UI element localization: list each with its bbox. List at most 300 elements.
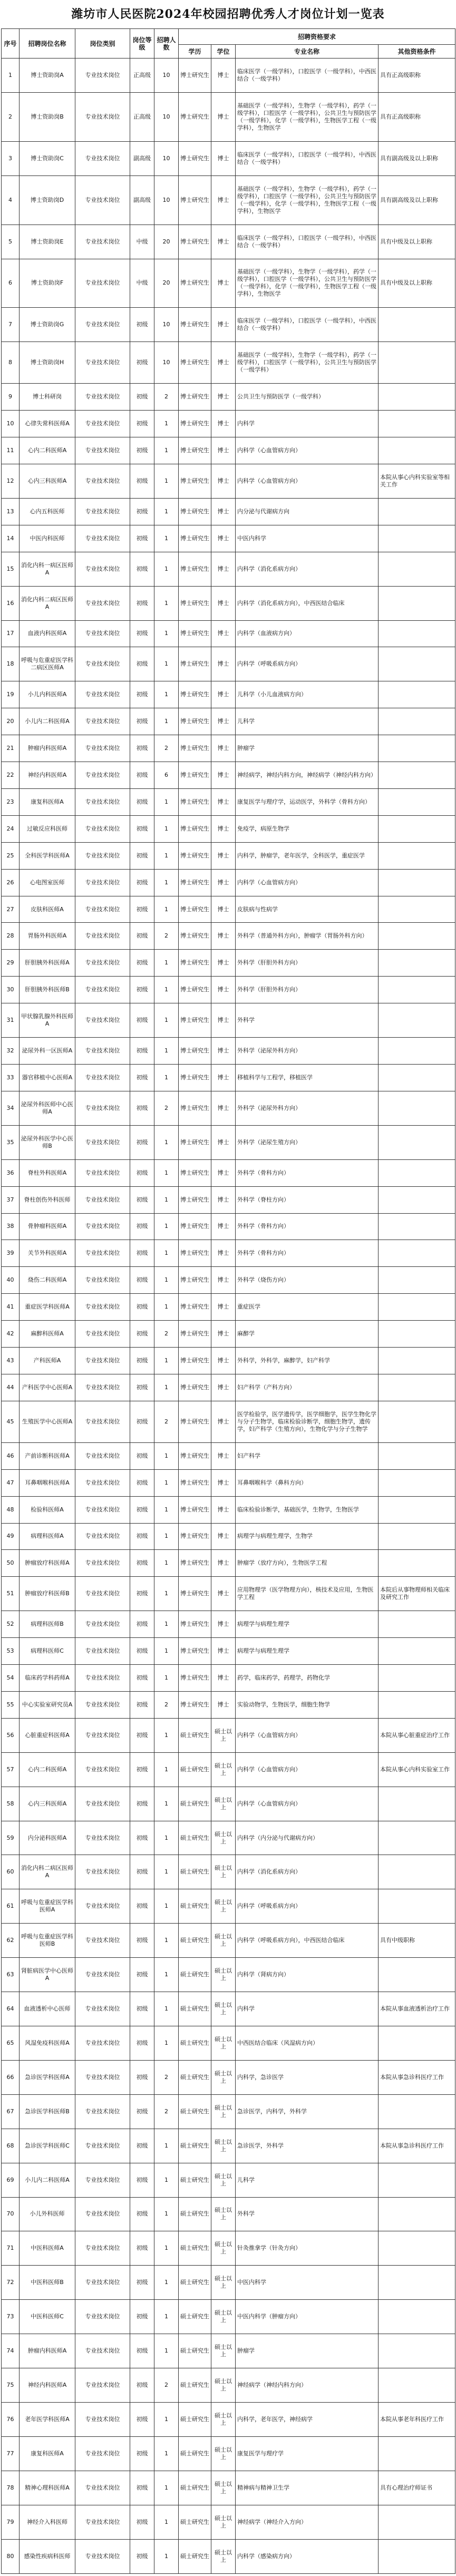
cell-level: 初级 bbox=[130, 2026, 154, 2061]
cell-level: 初级 bbox=[130, 647, 154, 681]
cell-no: 35 bbox=[2, 1125, 20, 1159]
cell-education: 博士研究生 bbox=[179, 525, 211, 552]
table-row bbox=[2, 1267, 455, 1294]
cell-category: 专业技术岗位 bbox=[75, 2368, 130, 2403]
table-body bbox=[2, 58, 455, 2574]
cell-category: 专业技术岗位 bbox=[75, 498, 130, 525]
cell-no: 30 bbox=[2, 977, 20, 1003]
table-row bbox=[2, 2094, 455, 2129]
cell-education: 博士研究生 bbox=[179, 411, 211, 437]
cell-education: 博士研究生 bbox=[179, 437, 211, 464]
cell-position-name: 生殖医学中心医师A bbox=[20, 1401, 75, 1442]
cell-degree: 博士 bbox=[211, 1665, 236, 1692]
cell-no: 64 bbox=[2, 1992, 20, 2026]
table-row bbox=[2, 1924, 455, 1958]
cell-other: 具有正高级职称 bbox=[379, 58, 455, 93]
cell-level: 初级 bbox=[130, 1691, 154, 1718]
cell-count: 1 bbox=[154, 437, 179, 464]
table-row bbox=[2, 950, 455, 977]
cell-level: 初级 bbox=[130, 762, 154, 789]
cell-count: 2 bbox=[154, 1691, 179, 1718]
cell-degree: 硕士以上 bbox=[211, 2266, 236, 2300]
cell-education: 硕士研究生 bbox=[179, 1924, 211, 1958]
cell-major: 内科学（消化系病方向） bbox=[236, 552, 379, 586]
cell-level: 初级 bbox=[130, 342, 154, 384]
cell-position-name: 博士资助岗A bbox=[20, 58, 75, 93]
table-row bbox=[2, 735, 455, 762]
cell-major: 基础医学（一级学科），生物学（一级学科），药学（一级学科），口腔医学（一级学科），公共卫生与预防医学（一级学科），化学（一级学科），生物医学工程（一级学科），生物医学 bbox=[236, 175, 379, 225]
cell-education: 硕士研究生 bbox=[179, 2197, 211, 2231]
cell-degree: 博士 bbox=[211, 1550, 236, 1577]
cell-degree: 硕士以上 bbox=[211, 1924, 236, 1958]
cell-position-name: 骨肿瘤科医师A bbox=[20, 1213, 75, 1240]
cell-education: 博士研究生 bbox=[179, 384, 211, 411]
cell-count: 10 bbox=[154, 58, 179, 93]
cell-position-name: 肾脏病医学中心医师A bbox=[20, 1958, 75, 1992]
cell-count: 1 bbox=[154, 2436, 179, 2471]
cell-no: 20 bbox=[2, 708, 20, 735]
table-row bbox=[2, 1442, 455, 1469]
cell-count: 1 bbox=[154, 464, 179, 498]
cell-other bbox=[379, 2368, 455, 2403]
cell-position-name: 病理科医师A bbox=[20, 1523, 75, 1550]
cell-degree: 博士 bbox=[211, 950, 236, 977]
cell-education: 博士研究生 bbox=[179, 1550, 211, 1577]
cell-count: 1 bbox=[154, 2300, 179, 2334]
cell-count: 10 bbox=[154, 92, 179, 141]
cell-major: 基础医学（一级学科），生物学（一级学科），药学（一级学科），口腔医学（一级学科），公共卫生与预防医学（一级学科） bbox=[236, 342, 379, 384]
cell-category: 专业技术岗位 bbox=[75, 1665, 130, 1692]
cell-other: 本院从事心内科实验室工作 bbox=[379, 1752, 455, 1787]
cell-degree: 博士 bbox=[211, 1003, 236, 1038]
cell-education: 博士研究生 bbox=[179, 1691, 211, 1718]
cell-position-name: 皮肤科医师A bbox=[20, 896, 75, 923]
cell-degree: 博士 bbox=[211, 1577, 236, 1611]
cell-major: 中医内科学 bbox=[236, 2266, 379, 2300]
cell-other bbox=[379, 525, 455, 552]
cell-level: 初级 bbox=[130, 620, 154, 647]
cell-count: 1 bbox=[154, 2026, 179, 2061]
cell-category: 专业技术岗位 bbox=[75, 2300, 130, 2334]
cell-degree: 博士 bbox=[211, 1442, 236, 1469]
cell-major: 内科学（血液病方向） bbox=[236, 620, 379, 647]
cell-no: 16 bbox=[2, 586, 20, 620]
cell-category: 专业技术岗位 bbox=[75, 1718, 130, 1752]
cell-other bbox=[379, 788, 455, 815]
cell-degree: 硕士以上 bbox=[211, 1889, 236, 1924]
cell-education: 博士研究生 bbox=[179, 1003, 211, 1038]
cell-major: 精神病与精神卫生学 bbox=[236, 2471, 379, 2505]
cell-education: 博士研究生 bbox=[179, 1401, 211, 1442]
cell-count: 2 bbox=[154, 1401, 179, 1442]
cell-count: 2 bbox=[154, 735, 179, 762]
cell-category: 专业技术岗位 bbox=[75, 1038, 130, 1065]
cell-level: 初级 bbox=[130, 2163, 154, 2197]
cell-no: 19 bbox=[2, 681, 20, 708]
cell-level: 初级 bbox=[130, 1958, 154, 1992]
cell-major: 临床医学（一级学科），口腔医学（一级学科），中西医结合（一级学科） bbox=[236, 58, 379, 93]
cell-position-name: 小儿外科医师 bbox=[20, 2197, 75, 2231]
table-row bbox=[2, 437, 455, 464]
cell-level: 初级 bbox=[130, 1374, 154, 1401]
cell-level: 初级 bbox=[130, 308, 154, 342]
cell-count: 1 bbox=[154, 1374, 179, 1401]
cell-position-name: 博士资助岗H bbox=[20, 342, 75, 384]
cell-education: 硕士研究生 bbox=[179, 1855, 211, 1889]
cell-position-name: 博士科研岗 bbox=[20, 384, 75, 411]
cell-education: 博士研究生 bbox=[179, 788, 211, 815]
cell-category: 专业技术岗位 bbox=[75, 2094, 130, 2129]
cell-no: 53 bbox=[2, 1638, 20, 1665]
cell-count: 1 bbox=[154, 2402, 179, 2436]
cell-position-name: 博士资助岗F bbox=[20, 259, 75, 308]
cell-education: 硕士研究生 bbox=[179, 1958, 211, 1992]
cell-level: 初级 bbox=[130, 2505, 154, 2539]
cell-major: 内科学（呼吸系病方向） bbox=[236, 1889, 379, 1924]
cell-degree: 博士 bbox=[211, 896, 236, 923]
cell-no: 78 bbox=[2, 2471, 20, 2505]
cell-degree: 博士 bbox=[211, 1496, 236, 1523]
cell-no: 63 bbox=[2, 1958, 20, 1992]
cell-major: 病理学与病理生理学 bbox=[236, 1638, 379, 1665]
cell-major: 公共卫生与预防医学（一级学科） bbox=[236, 384, 379, 411]
cell-level: 初级 bbox=[130, 1638, 154, 1665]
cell-degree: 博士 bbox=[211, 525, 236, 552]
cell-education: 硕士研究生 bbox=[179, 1992, 211, 2026]
cell-no: 2 bbox=[2, 92, 20, 141]
cell-count: 1 bbox=[154, 586, 179, 620]
cell-major: 耳鼻咽喉科学（鼻科方向） bbox=[236, 1469, 379, 1496]
cell-no: 31 bbox=[2, 1003, 20, 1038]
cell-major: 临床医学（一级学科），口腔医学（一级学科），中西医结合（一级学科） bbox=[236, 225, 379, 259]
cell-degree: 博士 bbox=[211, 620, 236, 647]
cell-education: 博士研究生 bbox=[179, 1469, 211, 1496]
cell-education: 硕士研究生 bbox=[179, 2539, 211, 2573]
table-row bbox=[2, 2060, 455, 2094]
cell-no: 49 bbox=[2, 1523, 20, 1550]
cell-degree: 博士 bbox=[211, 681, 236, 708]
cell-count: 10 bbox=[154, 175, 179, 225]
cell-level: 初级 bbox=[130, 1665, 154, 1692]
cell-position-name: 肿瘤内科医师A bbox=[20, 2334, 75, 2368]
cell-level: 初级 bbox=[130, 1752, 154, 1787]
cell-degree: 硕士以上 bbox=[211, 1992, 236, 2026]
cell-count: 1 bbox=[154, 1821, 179, 1855]
cell-other: 具有副高级及以上职称 bbox=[379, 175, 455, 225]
header-requirements: 招聘资格要求 bbox=[179, 29, 455, 45]
cell-no: 46 bbox=[2, 1442, 20, 1469]
cell-major: 内科学（心血管病方向） bbox=[236, 869, 379, 896]
cell-count: 1 bbox=[154, 842, 179, 869]
header-count: 招聘人数 bbox=[154, 29, 179, 58]
cell-category: 专业技术岗位 bbox=[75, 175, 130, 225]
cell-category: 专业技术岗位 bbox=[75, 2334, 130, 2368]
table-row bbox=[2, 1348, 455, 1374]
cell-no: 60 bbox=[2, 1855, 20, 1889]
cell-level: 初级 bbox=[130, 1889, 154, 1924]
cell-category: 专业技术岗位 bbox=[75, 2231, 130, 2266]
table-row bbox=[2, 2300, 455, 2334]
cell-level: 初级 bbox=[130, 1496, 154, 1523]
cell-degree: 硕士以上 bbox=[211, 2094, 236, 2129]
cell-level: 初级 bbox=[130, 1003, 154, 1038]
cell-category: 专业技术岗位 bbox=[75, 1213, 130, 1240]
cell-degree: 博士 bbox=[211, 1213, 236, 1240]
cell-education: 硕士研究生 bbox=[179, 2402, 211, 2436]
table-row bbox=[2, 2368, 455, 2403]
cell-degree: 博士 bbox=[211, 92, 236, 141]
cell-category: 专业技术岗位 bbox=[75, 1691, 130, 1718]
cell-education: 博士研究生 bbox=[179, 586, 211, 620]
cell-count: 2 bbox=[154, 1321, 179, 1348]
cell-no: 17 bbox=[2, 620, 20, 647]
cell-major: 中医内科学 bbox=[236, 525, 379, 552]
cell-degree: 硕士以上 bbox=[211, 1752, 236, 1787]
cell-degree: 博士 bbox=[211, 1240, 236, 1267]
cell-other bbox=[379, 411, 455, 437]
cell-other bbox=[379, 1065, 455, 1091]
cell-major: 内科学（消化系病方向），中西医结合临床 bbox=[236, 586, 379, 620]
cell-level: 初级 bbox=[130, 1577, 154, 1611]
cell-degree: 博士 bbox=[211, 708, 236, 735]
cell-level: 正高级 bbox=[130, 92, 154, 141]
cell-degree: 博士 bbox=[211, 815, 236, 842]
cell-degree: 博士 bbox=[211, 869, 236, 896]
cell-degree: 博士 bbox=[211, 437, 236, 464]
cell-level: 初级 bbox=[130, 950, 154, 977]
cell-category: 专业技术岗位 bbox=[75, 2060, 130, 2094]
table-row bbox=[2, 1577, 455, 1611]
cell-other bbox=[379, 1125, 455, 1159]
cell-count: 1 bbox=[154, 1550, 179, 1577]
cell-position-name: 泌尿外科医师中心医师A bbox=[20, 1091, 75, 1125]
cell-major: 基础医学（一级学科），生物学（一级学科），药学（一级学科），口腔医学（一级学科），公共卫生与预防医学（一级学科），化学（一级学科），生物医学工程（一级学科），生物医学 bbox=[236, 259, 379, 308]
cell-count: 1 bbox=[154, 1787, 179, 1821]
cell-education: 博士研究生 bbox=[179, 1523, 211, 1550]
cell-count: 1 bbox=[154, 1665, 179, 1692]
cell-category: 专业技术岗位 bbox=[75, 2129, 130, 2163]
cell-position-name: 甲状腺乳腺外科医师A bbox=[20, 1003, 75, 1038]
cell-other: 具有中级及以上职称 bbox=[379, 259, 455, 308]
cell-level: 初级 bbox=[130, 1611, 154, 1638]
cell-level: 初级 bbox=[130, 2231, 154, 2266]
cell-level: 初级 bbox=[130, 1787, 154, 1821]
cell-major: 外科学（泌尿外科方向） bbox=[236, 1038, 379, 1065]
cell-education: 博士研究生 bbox=[179, 815, 211, 842]
cell-other bbox=[379, 923, 455, 950]
cell-position-name: 血液内科医师A bbox=[20, 620, 75, 647]
cell-position-name: 耳鼻咽喉科医师A bbox=[20, 1469, 75, 1496]
cell-major: 肿瘤学 bbox=[236, 735, 379, 762]
cell-count: 1 bbox=[154, 1523, 179, 1550]
cell-other: 本院后从事物理师相关临床及研究工作 bbox=[379, 1577, 455, 1611]
cell-education: 博士研究生 bbox=[179, 1091, 211, 1125]
cell-category: 专业技术岗位 bbox=[75, 1638, 130, 1665]
page-title: 潍坊市人民医院2024年校园招聘优秀人才岗位计划一览表 bbox=[71, 7, 385, 21]
cell-major: 针灸推拿学（针灸方向） bbox=[236, 2231, 379, 2266]
cell-major: 外科学（烧伤方向） bbox=[236, 1267, 379, 1294]
cell-position-name: 病理科医师C bbox=[20, 1638, 75, 1665]
cell-count: 1 bbox=[154, 815, 179, 842]
cell-position-name: 心电图室医师 bbox=[20, 869, 75, 896]
header-other: 其他资格条件 bbox=[379, 45, 455, 58]
cell-degree: 博士 bbox=[211, 1267, 236, 1294]
cell-position-name: 脊柱外科医师A bbox=[20, 1159, 75, 1186]
table-row bbox=[2, 977, 455, 1003]
cell-no: 8 bbox=[2, 342, 20, 384]
cell-level: 初级 bbox=[130, 2368, 154, 2403]
cell-category: 专业技术岗位 bbox=[75, 1348, 130, 1374]
cell-category: 专业技术岗位 bbox=[75, 869, 130, 896]
cell-no: 54 bbox=[2, 1665, 20, 1692]
cell-position-name: 脊柱创伤外科医师 bbox=[20, 1186, 75, 1213]
cell-degree: 硕士以上 bbox=[211, 2539, 236, 2573]
cell-count: 1 bbox=[154, 1159, 179, 1186]
table-row bbox=[2, 708, 455, 735]
cell-position-name: 博士资助岗C bbox=[20, 141, 75, 175]
cell-position-name: 重症医学科医师A bbox=[20, 1294, 75, 1321]
cell-education: 博士研究生 bbox=[179, 1159, 211, 1186]
cell-other bbox=[379, 1691, 455, 1718]
cell-level: 初级 bbox=[130, 2334, 154, 2368]
cell-major: 药学，临床药学，药理学，药物化学 bbox=[236, 1665, 379, 1692]
cell-major: 内科学 bbox=[236, 411, 379, 437]
cell-other bbox=[379, 384, 455, 411]
cell-no: 37 bbox=[2, 1186, 20, 1213]
table-row bbox=[2, 1855, 455, 1889]
table-row bbox=[2, 1159, 455, 1186]
cell-education: 博士研究生 bbox=[179, 1577, 211, 1611]
cell-position-name: 中心实验室研究员A bbox=[20, 1691, 75, 1718]
table-row bbox=[2, 259, 455, 308]
table-row bbox=[2, 1638, 455, 1665]
cell-no: 39 bbox=[2, 1240, 20, 1267]
cell-position-name: 中医科医师A bbox=[20, 2231, 75, 2266]
cell-other bbox=[379, 1267, 455, 1294]
cell-education: 博士研究生 bbox=[179, 647, 211, 681]
cell-no: 47 bbox=[2, 1469, 20, 1496]
cell-category: 专业技术岗位 bbox=[75, 2402, 130, 2436]
cell-other bbox=[379, 2197, 455, 2231]
cell-position-name: 过敏反应科医师 bbox=[20, 815, 75, 842]
cell-other bbox=[379, 896, 455, 923]
cell-position-name: 感染性疾病科医师 bbox=[20, 2539, 75, 2573]
cell-major: 内科学（肾病方向） bbox=[236, 1958, 379, 1992]
table-row bbox=[2, 2231, 455, 2266]
cell-other bbox=[379, 1611, 455, 1638]
cell-other bbox=[379, 586, 455, 620]
cell-level: 初级 bbox=[130, 437, 154, 464]
cell-level: 初级 bbox=[130, 2094, 154, 2129]
cell-education: 硕士研究生 bbox=[179, 2436, 211, 2471]
table-row bbox=[2, 342, 455, 384]
cell-count: 1 bbox=[154, 2231, 179, 2266]
cell-level: 初级 bbox=[130, 1125, 154, 1159]
cell-education: 博士研究生 bbox=[179, 225, 211, 259]
cell-category: 专业技术岗位 bbox=[75, 411, 130, 437]
cell-category: 专业技术岗位 bbox=[75, 464, 130, 498]
cell-count: 1 bbox=[154, 1889, 179, 1924]
cell-position-name: 内分泌科医师A bbox=[20, 1821, 75, 1855]
cell-major: 外科学（肝胆外科方向） bbox=[236, 977, 379, 1003]
cell-no: 7 bbox=[2, 308, 20, 342]
cell-other bbox=[379, 1821, 455, 1855]
cell-no: 21 bbox=[2, 735, 20, 762]
table-row bbox=[2, 1003, 455, 1038]
cell-count: 1 bbox=[154, 788, 179, 815]
cell-major: 外科学（骨科方向） bbox=[236, 1159, 379, 1186]
cell-position-name: 博士资助岗D bbox=[20, 175, 75, 225]
cell-no: 50 bbox=[2, 1550, 20, 1577]
cell-degree: 博士 bbox=[211, 259, 236, 308]
cell-count: 1 bbox=[154, 1003, 179, 1038]
cell-other bbox=[379, 815, 455, 842]
cell-no: 4 bbox=[2, 175, 20, 225]
cell-position-name: 泌尿外科一区医师A bbox=[20, 1038, 75, 1065]
cell-degree: 硕士以上 bbox=[211, 1718, 236, 1752]
cell-level: 副高级 bbox=[130, 141, 154, 175]
table-row bbox=[2, 2197, 455, 2231]
cell-level: 初级 bbox=[130, 2197, 154, 2231]
cell-count: 1 bbox=[154, 1294, 179, 1321]
cell-education: 硕士研究生 bbox=[179, 2094, 211, 2129]
cell-count: 1 bbox=[154, 1213, 179, 1240]
cell-other: 具有副高级及以上职称 bbox=[379, 141, 455, 175]
cell-category: 专业技术岗位 bbox=[75, 58, 130, 93]
cell-major: 医学检验学，医学遗传学，医学细胞学，医学生物化学与分子生物学，临床检验诊断学，细胞生物学，遗传学，妇产科学（生殖方向），生物化学与分子生物学 bbox=[236, 1401, 379, 1442]
cell-level: 初级 bbox=[130, 1321, 154, 1348]
cell-category: 专业技术岗位 bbox=[75, 977, 130, 1003]
cell-count: 1 bbox=[154, 1924, 179, 1958]
cell-position-name: 中医科医师C bbox=[20, 2300, 75, 2334]
cell-category: 专业技术岗位 bbox=[75, 1159, 130, 1186]
cell-position-name: 博士资助岗E bbox=[20, 225, 75, 259]
cell-category: 专业技术岗位 bbox=[75, 2471, 130, 2505]
header-level: 岗位等级 bbox=[130, 29, 154, 58]
cell-category: 专业技术岗位 bbox=[75, 1924, 130, 1958]
cell-level: 初级 bbox=[130, 1821, 154, 1855]
cell-level: 初级 bbox=[130, 1038, 154, 1065]
cell-position-name: 麻醉科医师A bbox=[20, 1321, 75, 1348]
table-row bbox=[2, 815, 455, 842]
cell-other bbox=[379, 1374, 455, 1401]
table-row bbox=[2, 1186, 455, 1213]
cell-degree: 博士 bbox=[211, 411, 236, 437]
cell-degree: 博士 bbox=[211, 1065, 236, 1091]
cell-education: 硕士研究生 bbox=[179, 2471, 211, 2505]
cell-other bbox=[379, 2334, 455, 2368]
cell-count: 20 bbox=[154, 259, 179, 308]
cell-major: 临床检验诊断学，基础医学，生物学，生物医学 bbox=[236, 1496, 379, 1523]
cell-other bbox=[379, 2300, 455, 2334]
cell-education: 硕士研究生 bbox=[179, 1889, 211, 1924]
cell-category: 专业技术岗位 bbox=[75, 1442, 130, 1469]
cell-other bbox=[379, 1213, 455, 1240]
cell-category: 专业技术岗位 bbox=[75, 259, 130, 308]
cell-level: 初级 bbox=[130, 1091, 154, 1125]
cell-position-name: 呼吸与危重症医学科医师A bbox=[20, 1889, 75, 1924]
cell-count: 1 bbox=[154, 498, 179, 525]
cell-degree: 硕士以上 bbox=[211, 1958, 236, 1992]
cell-level: 初级 bbox=[130, 498, 154, 525]
cell-other bbox=[379, 620, 455, 647]
cell-education: 博士研究生 bbox=[179, 1267, 211, 1294]
cell-no: 70 bbox=[2, 2197, 20, 2231]
cell-education: 博士研究生 bbox=[179, 175, 211, 225]
cell-major: 病理学与病理生理学，生物学 bbox=[236, 1523, 379, 1550]
table-row bbox=[2, 1240, 455, 1267]
cell-education: 博士研究生 bbox=[179, 498, 211, 525]
